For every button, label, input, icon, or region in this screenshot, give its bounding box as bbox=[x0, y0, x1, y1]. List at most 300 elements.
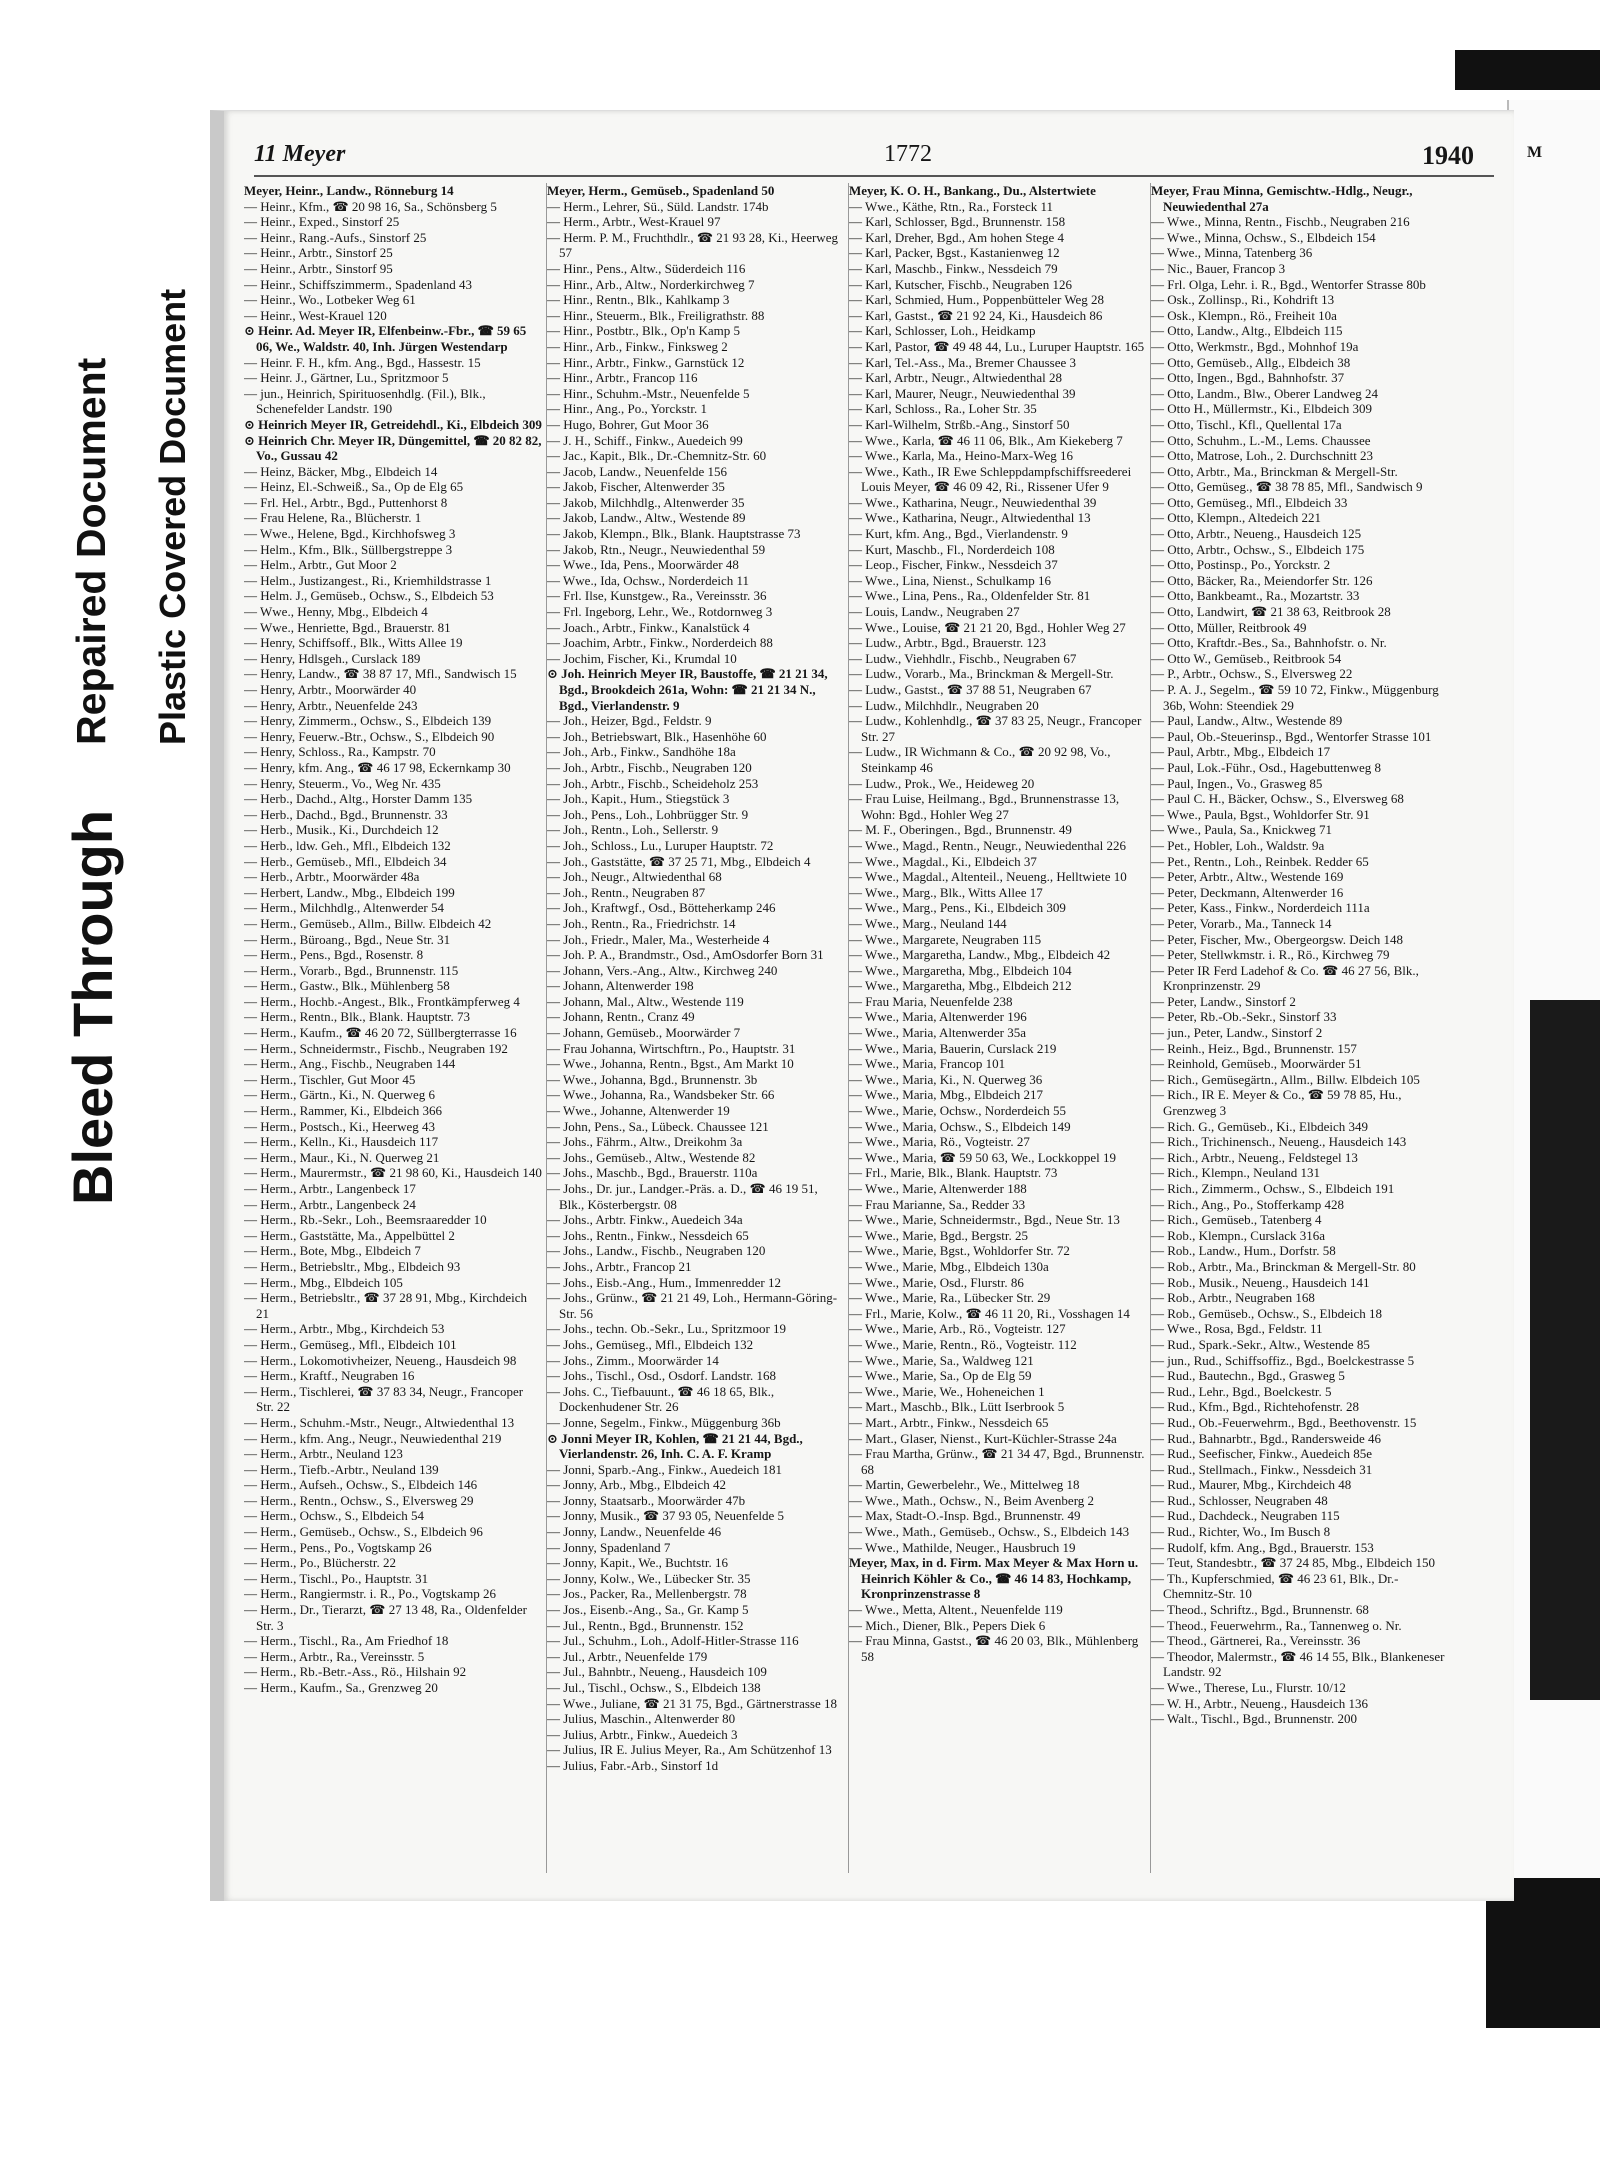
directory-entry: — Henry, Hdlsgeh., Curslack 189 bbox=[244, 650, 421, 666]
directory-entry: — Wwe., Juliane, ☎ 21 31 75, Bgd., Gärtnerstrasse 18 bbox=[547, 1695, 837, 1711]
repaired-document-tag: Repaired Document bbox=[68, 357, 114, 745]
directory-entry: — Peter, Stellwkmstr. i. R., Rö., Kirchweg 79 bbox=[1151, 947, 1390, 963]
directory-entry: — Herm., Rangiermstr. i. R., Po., Vogtskamp 26 bbox=[244, 1586, 496, 1602]
directory-entry: — Peter, Kass., Finkw., Norderdeich 111a bbox=[1151, 900, 1370, 916]
directory-entry: — Karl, Packer, Bgst., Kastanienweg 12 bbox=[849, 245, 1060, 261]
directory-entry: — Herb., ldw. Geh., Mfl., Elbdeich 132 bbox=[244, 837, 451, 853]
directory-entry: — Teut, Standesbtr., ☎ 37 24 85, Mbg., Elbdeich 150 bbox=[1151, 1555, 1436, 1571]
directory-entry: — Herm., Büroang., Bgd., Neue Str. 31 bbox=[244, 931, 451, 947]
directory-entry: — Heinr., Rang.-Aufs., Sinstorf 25 bbox=[244, 229, 427, 245]
directory-entry: — Heinr., Arbtr., Sinstorf 25 bbox=[244, 245, 393, 261]
directory-entry: — Otto, Klempn., Altedeich 221 bbox=[1151, 510, 1322, 526]
directory-entry: — Johs., Tischl., Osd., Osdorf. Landstr. 168 bbox=[547, 1368, 776, 1384]
directory-entry: — Joh., Arbtr., Fischb., Neugraben 120 bbox=[547, 759, 752, 775]
directory-entry: — Paul, Lok.-Führ., Osd., Hagebuttenweg 8 bbox=[1151, 759, 1382, 775]
directory-entry: — Wwe., Henriette, Bgd., Brauerstr. 81 bbox=[244, 619, 451, 635]
directory-entry: — Herm., Tischlerei, ☎ 37 83 34, Neugr., Francoper Str. 22 bbox=[244, 1383, 524, 1415]
directory-entry: — Wwe., Marg., Pens., Ki., Elbdeich 309 bbox=[849, 900, 1066, 916]
directory-entry: — Hinr., Pens., Altw., Süderdeich 116 bbox=[547, 260, 746, 276]
directory-entry: — Herm., Kraftf., Neugraben 16 bbox=[244, 1368, 415, 1384]
directory-entry: — Otto, Gemüseb., Allg., Elbdeich 38 bbox=[1151, 354, 1351, 370]
directory-entry: — Herm., Betriebsltr., Mbg., Elbdeich 93 bbox=[244, 1258, 461, 1274]
directory-entry: — Joach., Arbtr., Finkw., Kanalstück 4 bbox=[547, 619, 750, 635]
directory-entry: — Peter, Landw., Sinstorf 2 bbox=[1151, 993, 1296, 1009]
directory-entry: — Joh., Gaststätte, ☎ 37 25 71, Mbg., Elbdeich 4 bbox=[547, 853, 811, 869]
directory-entry: — Herm., Gemüseb., Allm., Billw. Elbdeich 42 bbox=[244, 915, 492, 931]
directory-entry: — Paul, Landw., Altw., Westende 89 bbox=[1151, 713, 1343, 729]
directory-entry: — Wwe., Math., Gemüseb., Ochsw., S., Elbdeich 143 bbox=[849, 1524, 1130, 1540]
directory-entry: — Frau Minna, Gastst., ☎ 46 20 03, Blk., Mühlenberg 58 bbox=[849, 1633, 1139, 1664]
directory-entry: — Theod., Feuerwehrm., Ra., Tannenweg o. Nr. bbox=[1151, 1617, 1402, 1633]
directory-entry: — Peter, Fischer, Mw., Obergeorgsw. Deich 148 bbox=[1151, 931, 1404, 947]
directory-entry: — Karl, Schloss., Ra., Loher Str. 35 bbox=[849, 401, 1037, 417]
directory-entry: — Mart., Arbtr., Finkw., Nessdeich 65 bbox=[849, 1414, 1049, 1430]
directory-entry: — Rich., Gemüseb., Tatenberg 4 bbox=[1151, 1212, 1322, 1228]
directory-entry: — Wwe., Maria, Rö., Vogteistr. 27 bbox=[849, 1134, 1030, 1150]
directory-entry: — Peter, Deckmann, Altenwerder 16 bbox=[1151, 884, 1344, 900]
directory-entry: — Wwe., Magdal., Altenteil., Neueng., Helltwiete 10 bbox=[849, 869, 1127, 885]
directory-entry: — Hinr., Postbtr., Blk., Op'n Kamp 5 bbox=[547, 323, 741, 339]
directory-entry: — Theodor, Malermstr., ☎ 46 14 55, Blk., Blankeneser Landstr. 92 bbox=[1151, 1648, 1445, 1680]
directory-entry: — Frau Helene, Ra., Blücherstr. 1 bbox=[244, 510, 422, 526]
directory-entry: Meyer, Heinr., Landw., Rönneburg 14 bbox=[244, 183, 454, 198]
directory-entry: — Heinr., Schiffszimmerm., Spadenland 43 bbox=[244, 276, 472, 292]
directory-entry: — Rob., Klempn., Curslack 316a bbox=[1151, 1227, 1326, 1243]
directory-entry: — Henry, kfm. Ang., ☎ 46 17 98, Eckernkamp 30 bbox=[244, 759, 511, 775]
directory-entry: — Herm., Po., Blücherstr. 22 bbox=[244, 1555, 397, 1571]
scan-border-top-right bbox=[1455, 50, 1600, 90]
directory-entry: — Herb., Arbtr., Moorwärder 48a bbox=[244, 869, 420, 885]
directory-entry: — Jonny, Arb., Mbg., Elbdeich 42 bbox=[547, 1477, 726, 1493]
directory-entry: — Wwe., Marie, Schneidermstr., Bgd., Neue Str. 13 bbox=[849, 1212, 1120, 1228]
directory-entry: — J. H., Schiff., Finkw., Auedeich 99 bbox=[547, 432, 743, 448]
directory-entry: — Karl, Tel.-Ass., Ma., Bremer Chaussee 3 bbox=[849, 354, 1077, 370]
directory-entry: — Johs., Landw., Fischb., Neugraben 120 bbox=[547, 1243, 766, 1259]
directory-entry: — Mart., Glaser, Nienst., Kurt-Küchler-Strasse 24a bbox=[849, 1430, 1117, 1446]
directory-entry: — Theod., Gärtnerei, Ra., Vereinsstr. 36 bbox=[1151, 1633, 1361, 1649]
directory-entry: — Wwe., Marie, Bgst., Wohldorfer Str. 72 bbox=[849, 1243, 1070, 1259]
directory-entry: — Herm., Maurermstr., ☎ 21 98 60, Ki., Hausdeich 140 bbox=[244, 1165, 542, 1181]
directory-entry: — John, Pens., Sa., Lübeck. Chaussee 121 bbox=[547, 1118, 769, 1134]
directory-entry: — Hugo, Bohrer, Gut Moor 36 bbox=[547, 416, 709, 432]
directory-entry: — Rud., Seefischer, Finkw., Auedeich 85e bbox=[1151, 1446, 1373, 1462]
directory-entry: — Wwe., Marie, Bgd., Bergstr. 25 bbox=[849, 1227, 1028, 1243]
directory-entry: — Frau Marianne, Sa., Redder 33 bbox=[849, 1196, 1026, 1212]
directory-entry: — Henry, Landw., ☎ 38 87 17, Mfl., Sandwisch 15 bbox=[244, 666, 517, 682]
directory-entry: — Herm. P. M., Fruchthdlr., ☎ 21 93 28, Ki., Heerweg 57 bbox=[547, 229, 838, 261]
directory-entry: — Herb., Gemüseb., Mfl., Elbdeich 34 bbox=[244, 853, 447, 869]
directory-entry: — Jos., Eisenb.-Ang., Sa., Gr. Kamp 5 bbox=[547, 1602, 749, 1618]
directory-entry: — Johann, Altenwerder 198 bbox=[547, 978, 694, 994]
directory-entry: — Herm., Rammer, Ki., Elbdeich 366 bbox=[244, 1103, 443, 1119]
directory-entry: — Herm., Arbtr., West-Krauel 97 bbox=[547, 214, 721, 230]
directory-entry: — jun., Rud., Schiffsoffiz., Bgd., Boelckestrasse 5 bbox=[1151, 1352, 1415, 1368]
directory-entry: — jun., Peter, Landw., Sinstorf 2 bbox=[1151, 1025, 1323, 1041]
directory-entry: — Rich., Arbtr., Neueng., Feldstegel 13 bbox=[1151, 1149, 1358, 1165]
directory-entry: — Wwe., Maria, Altenwerder 196 bbox=[849, 1009, 1027, 1025]
directory-entry: — Wwe., Marie, Sa., Op de Elg 59 bbox=[849, 1368, 1032, 1384]
directory-entry: — Wwe., Katharina, Neugr., Altwiedenthal 13 bbox=[849, 510, 1091, 526]
directory-entry: — Hinr., Arb., Altw., Norderkirchweg 7 bbox=[547, 276, 755, 292]
directory-entry: — Hinr., Rentn., Blk., Kahlkamp 3 bbox=[547, 292, 730, 308]
directory-entry: — Henry, Steuerm., Vo., Weg Nr. 435 bbox=[244, 775, 441, 791]
directory-entry: — Nic., Bauer, Francop 3 bbox=[1151, 260, 1286, 276]
directory-entry: — Wwe., Paula, Bgst., Wohldorfer Str. 91 bbox=[1151, 806, 1370, 822]
directory-entry: — Johs., Zimm., Moorwärder 14 bbox=[547, 1352, 719, 1368]
directory-entry: — Peter IR Ferd Ladehof & Co. ☎ 46 27 56, Blk., Kronprinzenstr. 29 bbox=[1151, 962, 1419, 994]
directory-entry: — Frl., Marie, Blk., Blank. Hauptstr. 73 bbox=[849, 1165, 1058, 1181]
directory-entry: — Rich., Klempn., Neuland 131 bbox=[1151, 1165, 1320, 1181]
directory-entry: — Herm., Gastw., Blk., Mühlenberg 58 bbox=[244, 978, 450, 994]
directory-entry: — Wwe., Marg., Neuland 144 bbox=[849, 915, 1007, 931]
directory-entry: — Wwe., Margaretha, Mbg., Elbdeich 212 bbox=[849, 978, 1072, 994]
directory-entry: — Herm., Rb.-Sekr., Loh., Beemsraaredder 10 bbox=[244, 1212, 487, 1228]
directory-entry: — Herm., Pens., Po., Vogtskamp 26 bbox=[244, 1539, 432, 1555]
directory-entry: — Wwe., Louise, ☎ 21 21 20, Bgd., Hohler Weg 27 bbox=[849, 619, 1126, 635]
running-head: 11 Meyer bbox=[254, 141, 346, 167]
directory-entry: — Mich., Diener, Blk., Pepers Diek 6 bbox=[849, 1617, 1046, 1633]
directory-entry: — Johann, Vers.-Ang., Altw., Kirchweg 240 bbox=[547, 962, 778, 978]
directory-entry: — Karl, Schlosser, Bgd., Brunnenstr. 158 bbox=[849, 214, 1066, 230]
directory-page bbox=[210, 110, 1514, 1901]
directory-entry: — Joh., Rentn., Ra., Friedrichstr. 14 bbox=[547, 915, 736, 931]
directory-entry: — Herm., Tischl., Ra., Am Friedhof 18 bbox=[244, 1633, 449, 1649]
directory-entry: — Herm., Milchhdlg., Altenwerder 54 bbox=[244, 900, 445, 916]
directory-entry: — Henry, Schloss., Ra., Kampstr. 70 bbox=[244, 744, 436, 760]
directory-entry: — Johs., Eisb.-Ang., Hum., Immenredder 12 bbox=[547, 1274, 781, 1290]
directory-entry: — Wwe., Marie, Sa., Waldweg 121 bbox=[849, 1352, 1034, 1368]
directory-entry: — Herm., Lehrer, Sü., Süld. Landstr. 174b bbox=[547, 198, 769, 214]
directory-entry: — Frl. Olga, Lehr. i. R., Bgd., Wentorfer Strasse 80b bbox=[1151, 276, 1426, 292]
scan-border-right bbox=[1530, 1000, 1600, 1700]
directory-entry: — Wwe., Maria, ☎ 59 50 63, We., Lockkoppel 19 bbox=[849, 1149, 1117, 1165]
directory-entry: — Otto, Werkmstr., Bgd., Mohnhof 19a bbox=[1151, 338, 1359, 354]
directory-columns bbox=[244, 183, 1504, 1891]
directory-entry: — Wwe., Marie, Arb., Rö., Vogteistr. 127 bbox=[849, 1321, 1066, 1337]
directory-entry: — Herm., Postsch., Ki., Heerweg 43 bbox=[244, 1118, 435, 1134]
directory-entry: — Hinr., Arbtr., Finkw., Garnstück 12 bbox=[547, 354, 745, 370]
directory-entry: — Karl, Pastor, ☎ 49 48 44, Lu., Luruper Hauptstr. 165 bbox=[849, 338, 1145, 354]
directory-entry: — Wwe., Paula, Sa., Knickweg 71 bbox=[1151, 822, 1333, 838]
directory-entry: — Otto, Gemüseg., ☎ 38 78 85, Mfl., Sandwisch 9 bbox=[1151, 479, 1423, 495]
directory-entry: — Herm., Ang., Fischb., Neugraben 144 bbox=[244, 1056, 456, 1072]
directory-entry: — P. A. J., Segelm., ☎ 59 10 72, Finkw., Müggenburg 36b, Wohn: Steendiek 29 bbox=[1151, 682, 1439, 713]
directory-entry: — Frl., Marie, Kolw., ☎ 46 11 20, Ri., Vosshagen 14 bbox=[849, 1305, 1130, 1321]
directory-entry: — Herb., Musik., Ki., Durchdeich 12 bbox=[244, 822, 439, 838]
directory-entry: — M. F., Oberingen., Bgd., Brunnenstr. 49 bbox=[849, 822, 1072, 838]
directory-entry: — Jakob, Milchhdlg., Altenwerder 35 bbox=[547, 494, 745, 510]
bleed-through-tag: Bleed Through bbox=[61, 809, 124, 1205]
directory-entry: — Jakob, Landw., Altw., Westende 89 bbox=[547, 510, 746, 526]
directory-entry: — Wwe., Kath., IR Ewe Schleppdampfschiffsreederei Louis Meyer, ☎ 46 09 42, Ri., Rissener Ufer 9 bbox=[849, 463, 1132, 495]
directory-entry: — Herm., Hochb.-Angest., Blk., Frontkämpferweg 4 bbox=[244, 993, 520, 1009]
directory-entry: — Herb., Dachd., Bgd., Brunnenstr. 33 bbox=[244, 806, 448, 822]
directory-entry: — Herm., Vorarb., Bgd., Brunnenstr. 115 bbox=[244, 962, 459, 978]
directory-entry: — Joh., Rentn., Loh., Sellerstr. 9 bbox=[547, 822, 719, 838]
directory-entry: ⊙ Heinrich Chr. Meyer IR, Düngemittel, ☎ 20 82 82, Vo., Gussau 42 bbox=[244, 432, 542, 464]
directory-entry: — Ludw., IR Wichmann & Co., ☎ 20 92 98, Vo., Steinkamp 46 bbox=[849, 744, 1111, 775]
directory-entry: — Julius, Arbtr., Finkw., Auedeich 3 bbox=[547, 1726, 738, 1742]
directory-entry: — Wwe., Ida, Pens., Moorwärder 48 bbox=[547, 557, 739, 573]
directory-entry: — jun., Heinrich, Spirituosenhdlg. (Fil.), Blk., Schenefelder Landstr. 190 bbox=[244, 385, 486, 417]
directory-entry: — Karl, Gastst., ☎ 21 92 24, Ki., Hausdeich 86 bbox=[849, 307, 1103, 323]
directory-entry: — Henry, Arbtr., Neuenfelde 243 bbox=[244, 697, 418, 713]
directory-entry: — Wwe., Therese, Lu., Flurstr. 10/12 bbox=[1151, 1680, 1346, 1695]
directory-entry: — Herm., Schuhm.-Mstr., Neugr., Altwiedenthal 13 bbox=[244, 1414, 515, 1430]
directory-entry: — Th., Kupferschmied, ☎ 46 23 61, Blk., Dr.-Chemnitz-Str. 10 bbox=[1151, 1570, 1399, 1602]
directory-entry: — Otto, Bäcker, Ra., Meiendorfer Str. 126 bbox=[1151, 572, 1373, 588]
directory-entry: — Jul., Tischl., Ochsw., S., Elbdeich 138 bbox=[547, 1680, 761, 1695]
directory-entry: ⊙ Heinrich Meyer IR, Getreidehdl., Ki., Elbdeich 309 bbox=[244, 416, 542, 432]
directory-entry: — Johs. C., Tiefbauunt., ☎ 46 18 65, Blk., Dockenhudener Str. 26 bbox=[547, 1383, 775, 1415]
directory-entry: — Jul., Arbtr., Neuenfelde 179 bbox=[547, 1648, 708, 1664]
directory-entry: — Rich., Ang., Po., Stofferkamp 428 bbox=[1151, 1196, 1344, 1212]
directory-entry: — Rob., Arbtr., Neugraben 168 bbox=[1151, 1290, 1315, 1306]
directory-entry: — Theod., Schriftz., Bgd., Brunnenstr. 68 bbox=[1151, 1602, 1369, 1618]
directory-entry: — Herm., Gaststätte, Ma., Appelbüttel 2 bbox=[244, 1227, 455, 1243]
directory-entry: — Herm., Pens., Bgd., Rosenstr. 8 bbox=[244, 947, 424, 963]
directory-entry: — Herm., Kelln., Ki., Hausdeich 117 bbox=[244, 1134, 439, 1150]
directory-entry: — Wwe., Magd., Rentn., Neugr., Neuwiedenthal 226 bbox=[849, 837, 1127, 853]
directory-entry: — Henry, Arbtr., Moorwärder 40 bbox=[244, 682, 417, 697]
directory-entry: Meyer, K. O. H., Bankang., Du., Alstertwiete bbox=[849, 183, 1096, 198]
directory-entry: — Heinz, El.-Schweiß., Sa., Op de Elg 65 bbox=[244, 479, 464, 495]
directory-entry: Meyer, Frau Minna, Gemischtw.-Hdlg., Neugr., Neuwiedenthal 27a bbox=[1151, 183, 1413, 214]
directory-entry: — Jonny, Staatsarb., Moorwärder 47b bbox=[547, 1492, 746, 1508]
directory-entry: — Rud., Lehr., Bgd., Boelckestr. 5 bbox=[1151, 1383, 1332, 1399]
directory-entry: — Wwe., Marie, Mbg., Elbdeich 130a bbox=[849, 1258, 1049, 1274]
directory-entry: — Joh., Kraftwgf., Osd., Bötteherkamp 246 bbox=[547, 900, 776, 916]
directory-entry: — Johs., Gemüseb., Altw., Westende 82 bbox=[547, 1149, 756, 1165]
directory-entry: — Rob., Gemüseb., Ochsw., S., Elbdeich 18 bbox=[1151, 1305, 1382, 1321]
page-number: 1772 bbox=[884, 141, 932, 167]
directory-entry: — Paul C. H., Bäcker, Ochsw., S., Elversweg 68 bbox=[1151, 791, 1404, 807]
directory-entry: — Herm., Rentn., Ochsw., S., Elversweg 29 bbox=[244, 1492, 474, 1508]
directory-entry: — Otto, Arbtr., Ochsw., S., Elbdeich 175 bbox=[1151, 541, 1365, 557]
directory-entry: — Heinr., Exped., Sinstorf 25 bbox=[244, 214, 400, 230]
directory-entry: — Rud., Dachdeck., Neugraben 115 bbox=[1151, 1508, 1340, 1524]
directory-entry: — Jonny, Spadenland 7 bbox=[547, 1539, 671, 1555]
directory-entry: — Otto, Ingen., Bgd., Bahnhofstr. 37 bbox=[1151, 370, 1345, 386]
directory-entry: — Herm., Dr., Tierarzt, ☎ 27 13 48, Ra., Oldenfelder Str. 3 bbox=[244, 1602, 528, 1633]
directory-entry: — Julius, Maschin., Altenwerder 80 bbox=[547, 1711, 736, 1727]
directory-entry: — Karl, Dreher, Bgd., Am hohen Stege 4 bbox=[849, 229, 1065, 245]
directory-entry: — Herm., Arbtr., Ra., Vereinsstr. 5 bbox=[244, 1648, 425, 1664]
directory-entry: — Joh., Kapit., Hum., Stiegstück 3 bbox=[547, 791, 730, 807]
directory-entry: — Wwe., Marie, We., Hoheneichen 1 bbox=[849, 1383, 1045, 1399]
directory-entry: — Wwe., Käthe, Rtn., Ra., Forsteck 11 bbox=[849, 198, 1053, 214]
directory-entry: — Otto, Tischl., Kfl., Quellental 17a bbox=[1151, 416, 1342, 432]
directory-entry: — Joh., Friedr., Maler, Ma., Westerheide 4 bbox=[547, 931, 770, 947]
directory-entry: — Henry, Schiffsoff., Blk., Witts Allee 19 bbox=[244, 635, 463, 651]
directory-entry: — Johs., Arbtr. Finkw., Auedeich 34a bbox=[547, 1212, 743, 1228]
directory-entry: — Rud., Ob.-Feuerwehrm., Bgd., Beethovenstr. 15 bbox=[1151, 1414, 1417, 1430]
plastic-covered-tag: Plastic Covered Document bbox=[152, 288, 193, 745]
directory-entry: — Rudolf, kfm. Ang., Bgd., Brauerstr. 153 bbox=[1151, 1539, 1374, 1555]
directory-entry: — Heinr., Kfm., ☎ 20 98 16, Sa., Schönsberg 5 bbox=[244, 198, 497, 214]
directory-entry: — Jul., Schuhm., Loh., Adolf-Hitler-Strasse 116 bbox=[547, 1633, 799, 1649]
directory-entry: — Otto H., Müllermstr., Ki., Elbdeich 309 bbox=[1151, 401, 1372, 417]
directory-entry: — Ludw., Vorarb., Ma., Brinckman & Mergell-Str. bbox=[849, 666, 1114, 682]
directory-entry: — Herm., Tischl., Po., Hauptstr. 31 bbox=[244, 1570, 429, 1586]
directory-entry: — Peter, Arbtr., Altw., Westende 169 bbox=[1151, 869, 1344, 885]
directory-entry: — Frau Johanna, Wirtschftrn., Po., Hauptstr. 31 bbox=[547, 1040, 796, 1056]
directory-entry: — Henry, Zimmerm., Ochsw., S., Elbdeich 139 bbox=[244, 713, 492, 729]
directory-entry: — Herm., Tischler, Gut Moor 45 bbox=[244, 1071, 416, 1087]
directory-entry: — Frl. Ilse, Kunstgew., Ra., Vereinsstr. 36 bbox=[547, 588, 767, 604]
directory-entry: — Wwe., Ida, Ochsw., Norderdeich 11 bbox=[547, 572, 750, 588]
directory-entry: — Jac., Kapit., Blk., Dr.-Chemnitz-Str. 60 bbox=[547, 448, 767, 464]
directory-entry: — Rud., Schlosser, Neugraben 48 bbox=[1151, 1492, 1328, 1508]
directory-entry: — Wwe., Karla, ☎ 46 11 06, Blk., Am Kiekeberg 7 bbox=[849, 432, 1123, 448]
directory-entry: — Johann, Rentn., Cranz 49 bbox=[547, 1009, 695, 1025]
directory-entry: — Otto, Gemüseg., Mfl., Elbdeich 33 bbox=[1151, 494, 1348, 510]
directory-entry: — Wwe., Johanna, Rentn., Bgst., Am Markt 10 bbox=[547, 1056, 794, 1072]
directory-entry: — Wwe., Maria, Mbg., Elbdeich 217 bbox=[849, 1087, 1043, 1103]
directory-entry: — Wwe., Minna, Tatenberg 36 bbox=[1151, 245, 1313, 261]
directory-entry: — Ludw., Kohlenhdlg., ☎ 37 83 25, Neugr., Francoper Str. 27 bbox=[849, 713, 1142, 744]
directory-entry: — Frl. Ingeborg, Lehr., We., Rotdornweg 3 bbox=[547, 604, 773, 620]
directory-entry: — Helm., Kfm., Blk., Süllbergstreppe 3 bbox=[244, 541, 453, 557]
directory-entry: — Heinr. J., Gärtner, Lu., Spritzmoor 5 bbox=[244, 370, 449, 386]
directory-entry: — Johs., Grünw., ☎ 21 21 49, Loh., Hermann-Göring-Str. 56 bbox=[547, 1290, 838, 1321]
directory-entry: — Rud., Richter, Wo., Im Busch 8 bbox=[1151, 1524, 1331, 1540]
directory-entry: — Heinr., West-Krauel 120 bbox=[244, 307, 387, 323]
directory-entry: — Wwe., Marie, Ochsw., Norderdeich 55 bbox=[849, 1103, 1066, 1119]
directory-entry: — Wwe., Maria, Ochsw., S., Elbdeich 149 bbox=[849, 1118, 1071, 1134]
directory-entry: — Jakob, Rtn., Neugr., Neuwiedenthal 59 bbox=[547, 541, 766, 557]
directory-entry: — Paul, Ingen., Vo., Grasweg 85 bbox=[1151, 775, 1323, 791]
directory-entry: — Herbert, Landw., Mbg., Elbdeich 199 bbox=[244, 884, 455, 900]
directory-entry: — Herm., Arbtr., Neuland 123 bbox=[244, 1446, 403, 1462]
directory-entry: — Hinr., Ang., Po., Yorckstr. 1 bbox=[547, 401, 707, 417]
directory-entry: — Wwe., Lina, Pens., Ra., Oldenfelder Str. 81 bbox=[849, 588, 1091, 604]
directory-entry: — Kurt, kfm. Ang., Bgd., Vierlandenstr. 9 bbox=[849, 526, 1068, 542]
directory-entry: — Otto, Landwirt, ☎ 21 38 63, Reitbrook 28 bbox=[1151, 604, 1391, 620]
directory-entry: — Helm., Arbtr., Gut Moor 2 bbox=[244, 557, 397, 573]
directory-entry: — Helm. J., Gemüseb., Ochsw., S., Elbdeich 53 bbox=[244, 588, 494, 604]
directory-entry: — Herm., Lokomotivheizer, Neueng., Hausdeich 98 bbox=[244, 1352, 517, 1368]
directory-entry: ⊙ Joh. Heinrich Meyer IR, Baustoffe, ☎ 21 21 34, Bgd., Brookdeich 261a, Wohn: ☎ 21 21 34 N., Bgd., Vierlandenstr. 9 bbox=[547, 666, 828, 713]
directory-entry: — Ludw., Milchhdlr., Neugraben 20 bbox=[849, 697, 1039, 713]
column-3 bbox=[848, 183, 1147, 1873]
directory-entry: — Henry, Feuerw.-Btr., Ochsw., S., Elbdeich 90 bbox=[244, 728, 495, 744]
directory-entry: — W. H., Arbtr., Neueng., Hausdeich 136 bbox=[1151, 1695, 1369, 1711]
directory-entry: — Karl, Schmied, Hum., Poppenbütteler Weg 28 bbox=[849, 292, 1105, 308]
directory-entry: — Herm., Arbtr., Mbg., Kirchdeich 53 bbox=[244, 1321, 445, 1337]
directory-entry: — Jonny, Kapit., We., Buchtstr. 16 bbox=[547, 1555, 728, 1571]
directory-entry: — Jul., Bahnbtr., Neueng., Hausdeich 109 bbox=[547, 1664, 767, 1680]
directory-entry: ⊙ Jonni Meyer IR, Kohlen, ☎ 21 21 44, Bgd., Vierlandenstr. 26, Inh. C. A. F. Kramp bbox=[547, 1430, 803, 1462]
directory-entry: — Mart., Maschb., Blk., Lütt Iserbrook 5 bbox=[849, 1399, 1065, 1415]
directory-entry: — Wwe., Metta, Altent., Neuenfelde 119 bbox=[849, 1602, 1063, 1618]
directory-entry: — Joh., Betriebswart, Blk., Hasenhöhe 60 bbox=[547, 728, 767, 744]
directory-entry: — Otto, Schuhm., L.-M., Lems. Chaussee bbox=[1151, 432, 1371, 448]
directory-entry: — Jacob, Landw., Neuenfelde 156 bbox=[547, 463, 728, 479]
directory-entry: — Wwe., Maria, Ki., N. Querweg 36 bbox=[849, 1071, 1043, 1087]
directory-entry: — Otto W., Gemüseb., Reitbrook 54 bbox=[1151, 650, 1342, 666]
directory-entry: — Frau Martha, Grünw., ☎ 21 34 47, Bgd., Brunnenstr. 68 bbox=[849, 1446, 1145, 1477]
directory-entry: — Wwe., Margaretha, Landw., Mbg., Elbdeich 42 bbox=[849, 947, 1111, 963]
directory-entry: — Hinr., Schuhm.-Mstr., Neuenfelde 5 bbox=[547, 385, 750, 401]
directory-entry: — Karl, Kutscher, Fischb., Neugraben 126 bbox=[849, 276, 1072, 292]
directory-entry: — Jonni, Sparb.-Ang., Finkw., Auedeich 181 bbox=[547, 1461, 782, 1477]
directory-entry: — Ludw., Prok., We., Heideweg 20 bbox=[849, 775, 1035, 791]
directory-entry: — Rud., Bahnarbtr., Bgd., Randersweide 46 bbox=[1151, 1430, 1381, 1446]
directory-entry: — Rud., Stellmach., Finkw., Nessdeich 31 bbox=[1151, 1461, 1373, 1477]
directory-entry: — Otto, Arbtr., Neueng., Hausdeich 125 bbox=[1151, 526, 1362, 542]
directory-entry: — Karl, Maschb., Finkw., Nessdeich 79 bbox=[849, 260, 1058, 276]
directory-entry: — Wwe., Marg., Blk., Witts Allee 17 bbox=[849, 884, 1043, 900]
directory-entry: — Joh. P. A., Brandmstr., Osd., AmOsdorfer Born 31 bbox=[547, 947, 824, 963]
directory-entry: — Rich., IR E. Meyer & Co., ☎ 59 78 85, Hu., Grenzweg 3 bbox=[1151, 1087, 1402, 1119]
directory-entry: — Julius, IR E. Julius Meyer, Ra., Am Schützenhof 13 bbox=[547, 1742, 832, 1758]
directory-entry: — Otto, Arbtr., Ma., Brinckman & Mergell-Str. bbox=[1151, 463, 1398, 479]
directory-entry: — Frau Luise, Heilmang., Bgd., Brunnenstrasse 13, Wohn: Bgd., Hohler Weg 27 bbox=[849, 791, 1120, 822]
directory-entry: — Joh., Rentn., Neugraben 87 bbox=[547, 884, 706, 900]
directory-entry: — Otto, Bankbeamt., Ra., Mozartstr. 33 bbox=[1151, 588, 1360, 604]
directory-entry: — Jonny, Landw., Neuenfelde 46 bbox=[547, 1524, 722, 1540]
directory-entry: — Rob., Musik., Neueng., Hausdeich 141 bbox=[1151, 1274, 1370, 1290]
directory-entry: — Otto, Landm., Blw., Oberer Landweg 24 bbox=[1151, 385, 1378, 401]
directory-entry: — Wwe., Henny, Mbg., Elbdeich 4 bbox=[244, 604, 428, 620]
directory-entry: — Helm., Justizangest., Ri., Kriemhildstrasse 1 bbox=[244, 572, 492, 588]
directory-entry: — Rich., Gemüsegärtn., Allm., Billw. Elbdeich 105 bbox=[1151, 1071, 1420, 1087]
directory-entry: — Jonne, Segelm., Finkw., Müggenburg 36b bbox=[547, 1414, 781, 1430]
directory-entry: — Reinh., Heiz., Bgd., Brunnenstr. 157 bbox=[1151, 1040, 1357, 1056]
directory-entry: — Herm., Mbg., Elbdeich 105 bbox=[244, 1274, 403, 1290]
directory-entry: — Johann, Gemüseb., Moorwärder 7 bbox=[547, 1025, 741, 1041]
directory-entry: — Rud., Maurer, Mbg., Kirchdeich 48 bbox=[1151, 1477, 1352, 1493]
directory-entry: — Otto, Matrose, Loh., 2. Durchschnitt 23 bbox=[1151, 448, 1374, 464]
directory-entry: Meyer, Herm., Gemüseb., Spadenland 50 bbox=[547, 183, 775, 198]
directory-entry: — Joh., Neugr., Altwiedenthal 68 bbox=[547, 869, 722, 885]
directory-entry: — Joh., Schloss., Lu., Luruper Hauptstr. 72 bbox=[547, 837, 774, 853]
year: 1940 bbox=[1422, 141, 1474, 170]
directory-entry: — Herm., Rentn., Blk., Blank. Hauptstr. 73 bbox=[244, 1009, 471, 1025]
directory-entry: — Wwe., Johanne, Altenwerder 19 bbox=[547, 1103, 730, 1119]
directory-entry: — Herm., Maur., Ki., N. Querweg 21 bbox=[244, 1149, 440, 1165]
directory-entry: — Louis, Landw., Neugraben 27 bbox=[849, 604, 1020, 620]
directory-entry: — Jakob, Klempn., Blk., Blank. Hauptstrasse 73 bbox=[547, 526, 801, 542]
directory-entry: — Rich., Zimmerm., Ochsw., S., Elbdeich 191 bbox=[1151, 1181, 1395, 1196]
directory-entry: — Johs., Arbtr., Francop 21 bbox=[547, 1258, 692, 1274]
directory-entry: — Wwe., Maria, Altenwerder 35a bbox=[849, 1025, 1027, 1041]
directory-entry: — Karl, Arbtr., Neugr., Altwiedenthal 28 bbox=[849, 370, 1063, 386]
directory-entry: Meyer, Max, in d. Firm. Max Meyer & Max Horn u. Heinrich Köhler & Co., ☎ 46 14 83, Hochkamp, Kronprinzenstrasse 8 bbox=[849, 1555, 1139, 1602]
directory-entry: — Wwe., Maria, Bauerin, Curslack 219 bbox=[849, 1040, 1057, 1056]
directory-entry: ⊙ Heinr. Ad. Meyer IR, Elfenbeinw.-Fbr., ☎ 59 65 06, We., Waldstr. 40, Inh. Jürgen Westendarp bbox=[244, 323, 527, 354]
directory-entry: — Johann, Mal., Altw., Westende 119 bbox=[547, 993, 744, 1009]
directory-entry: — Rud., Spark.-Sekr., Altw., Westende 85 bbox=[1151, 1336, 1370, 1352]
directory-entry: — Herb., Dachd., Altg., Horster Damm 135 bbox=[244, 791, 473, 807]
directory-entry: — Rich., Trichinensch., Neueng., Hausdeich 143 bbox=[1151, 1134, 1407, 1150]
directory-entry: — Heinr., Wo., Lotbeker Weg 61 bbox=[244, 292, 416, 308]
directory-entry: — Rud., Kfm., Bgd., Richtehofenstr. 28 bbox=[1151, 1399, 1359, 1415]
directory-entry: — Johs., Rentn., Finkw., Nessdeich 65 bbox=[547, 1227, 749, 1243]
directory-entry: — Herm., Gärtn., Ki., N. Querweg 6 bbox=[244, 1087, 435, 1103]
directory-entry: — Osk., Zollinsp., Ri., Kohdrift 13 bbox=[1151, 292, 1335, 308]
directory-entry: — Wwe., Math., Ochsw., N., Beim Avenberg 2 bbox=[849, 1492, 1095, 1508]
directory-entry: — Wwe., Rosa, Bgd., Feldstr. 11 bbox=[1151, 1321, 1323, 1337]
directory-entry: — Pet., Rentn., Loh., Reinbek. Redder 65 bbox=[1151, 853, 1369, 869]
directory-entry: — Wwe., Marie, Osd., Flurstr. 86 bbox=[849, 1274, 1024, 1290]
directory-entry: — Walt., Tischl., Bgd., Brunnenstr. 200 bbox=[1151, 1711, 1358, 1727]
directory-entry: — Johs., Dr. jur., Landger.-Präs. a. D., ☎ 46 19 51, Blk., Kösterbergstr. 08 bbox=[547, 1181, 818, 1212]
directory-entry: — Rud., Bautechn., Bgd., Grasweg 5 bbox=[1151, 1368, 1345, 1384]
directory-entry: — Martin, Gewerbelehr., We., Mittelweg 18 bbox=[849, 1477, 1080, 1493]
directory-entry: — Jakob, Fischer, Altenwerder 35 bbox=[547, 479, 725, 495]
